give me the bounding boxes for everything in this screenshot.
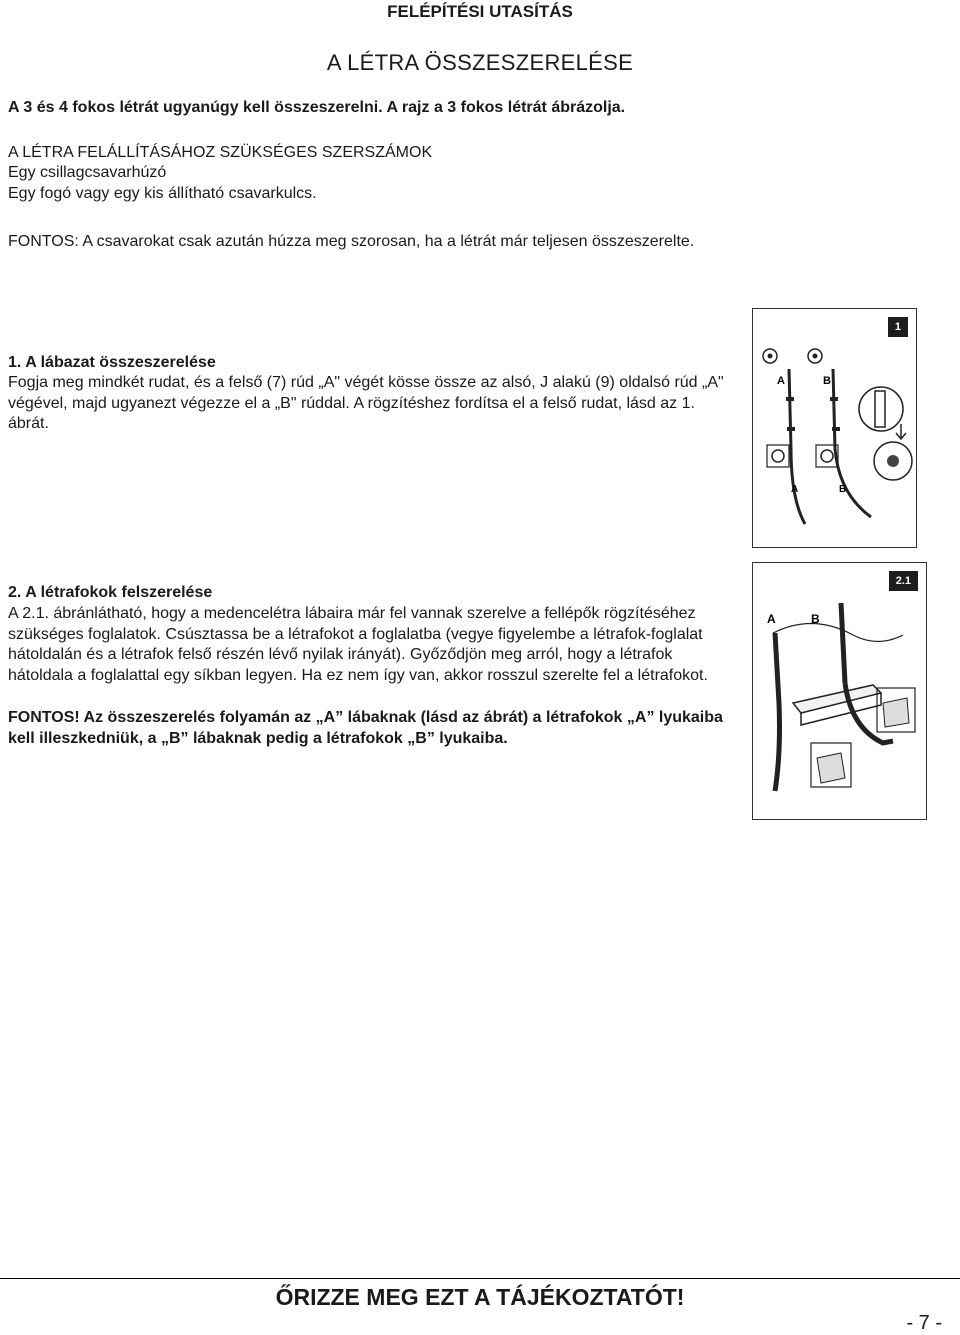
figure-1-letter-b-bottom: B <box>839 484 847 495</box>
figure-2-1-drawing <box>753 563 925 818</box>
figure-1-label: 1 <box>888 317 908 337</box>
step2-body: A 2.1. ábránlátható, hogy a medencelétra lábaira már fel vannak szerelve a fellépők rögzítéséhez szükséges foglalatok. Csúsztassa be a létrafokot a foglalatba (vegye figyelembe a létrafok-foglalat hátoldalán és a létrafok felső részén lévő nyilak irányát). Győződjön meg arról, hogy a létrafok hátoldala a foglalattal egy síkban legyen. Ha ez nem így van, akkor rosszul szerelte fel a létrafokot. <box>8 605 708 684</box>
footer-divider <box>0 1278 960 1279</box>
figure-1 <box>752 308 917 548</box>
figure-1-letter-b-top: B <box>823 375 831 387</box>
figure-2-1 <box>752 562 927 820</box>
figure-2-1-letter-a: A <box>767 612 776 626</box>
figure-2-1-label: 2.1 <box>889 571 918 591</box>
page-number: - 7 - <box>906 1312 942 1334</box>
step1-body: Fogja meg mindkét rudat, és a felső (7) rúd „A" végét kösse össze az alsó, J alakú (9) oldalsó rúd „A" végével, majd ugyanezt végezze el a „B" rúddal. A rögzítéshez fordítsa el a felső rudat, lásd az 1. ábrát. <box>8 374 724 432</box>
main-title: A LÉTRA ÖSSZESZERELÉSE <box>326 50 634 75</box>
step1-title: 1. A lábazat összeszerelése <box>8 354 216 371</box>
header-title: FELÉPÍTÉSI UTASÍTÁS <box>387 2 573 21</box>
figure-1-letter-a-bottom: A <box>791 484 799 495</box>
figure-1-letter-a-top: A <box>777 375 785 387</box>
important-note: FONTOS: A csavarokat csak azután húzza meg szorosan, ha a létrát már teljesen összeszerelte. <box>8 233 695 250</box>
figure-1-drawing <box>753 309 915 546</box>
step2-important: FONTOS! Az összeszerelés folyamán az „A” lábaknak (lásd az ábrát) a létrafokok „A” lyukaiba kell illeszkedniük, a „B” lábaknak pedig a létrafokok „B” lyukaiba. <box>8 709 723 747</box>
intro-text: A 3 és 4 fokos létrát ugyanúgy kell összeszerelni. A rajz a 3 fokos létrát ábrázolja. <box>8 99 626 116</box>
figure-2-1-letter-b: B <box>811 612 820 626</box>
tools-item-1: Egy csillagcsavarhúzó <box>8 164 167 181</box>
tools-heading: A LÉTRA FELÁLLÍTÁSÁHOZ SZÜKSÉGES SZERSZÁMOK <box>8 144 433 161</box>
footer-text: ŐRIZZE MEG EZT A TÁJÉKOZTATÓT! <box>275 1284 685 1310</box>
tools-item-2: Egy fogó vagy egy kis állítható csavarkulcs. <box>8 185 317 202</box>
step2-title: 2. A létrafokok felszerelése <box>8 584 213 601</box>
